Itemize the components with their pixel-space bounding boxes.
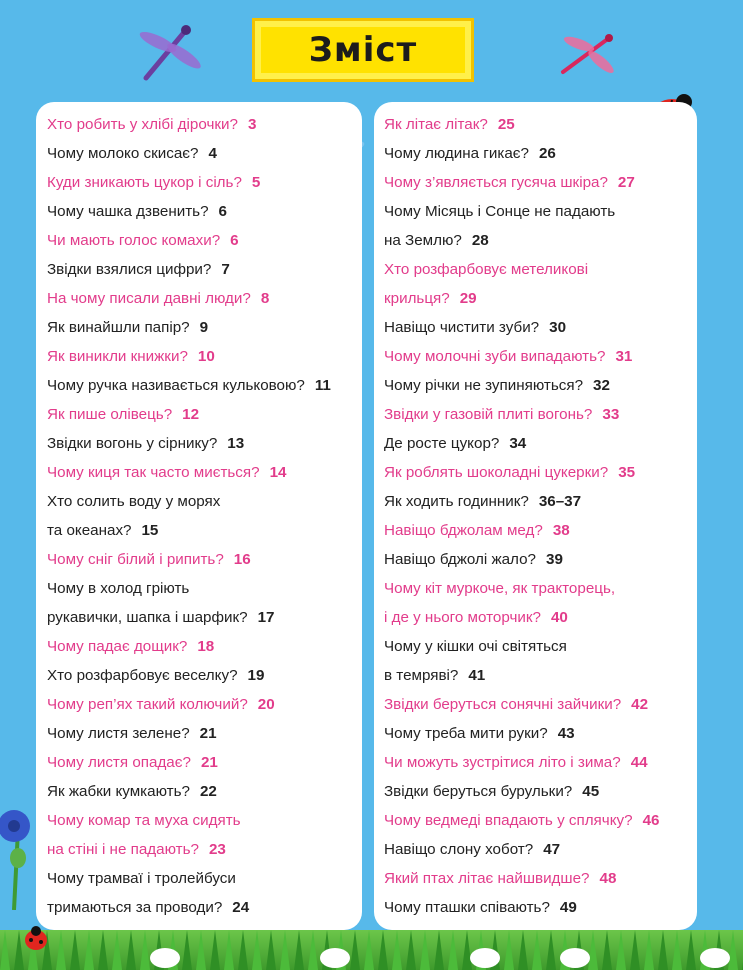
contents-entry	[47, 719, 331, 748]
grass-blade	[532, 930, 542, 970]
entry-page-number: 21	[200, 754, 218, 771]
grass-blade	[294, 930, 304, 970]
entry-title: Чому комар та муха сидять	[47, 812, 241, 829]
entry-page-number: 22	[199, 783, 217, 800]
grass-blade	[728, 930, 738, 970]
grass-blade	[686, 930, 696, 970]
entry-title: Чи можуть зустрітися літо і зима?	[384, 754, 621, 771]
entry-title: Звідки беруться бурульки?	[384, 783, 573, 800]
entry-page-number: 44	[630, 754, 648, 771]
entry-title: Навіщо чистити зуби?	[384, 319, 540, 336]
contents-entry	[47, 168, 331, 197]
entry-page-number: 23	[208, 841, 226, 858]
entry-page-number: 10	[197, 348, 215, 365]
daisy-flower	[150, 948, 180, 968]
cornflower-icon	[0, 800, 40, 910]
grass-blade	[126, 930, 136, 970]
entry-title: Чому листя опадає?	[47, 754, 191, 771]
entry-title: Навіщо бджолі жало?	[384, 551, 536, 568]
entry-page-number: 13	[227, 435, 245, 452]
entry-title: Звідки вогонь у сірнику?	[47, 435, 218, 452]
grass-blade	[448, 930, 458, 970]
left-contents-list	[47, 110, 331, 922]
grass-blade	[350, 930, 360, 970]
entry-title: Чому треба мити руки?	[384, 725, 548, 742]
contents-entry	[47, 777, 331, 806]
contents-entry	[47, 516, 331, 545]
entry-title: Чому трамваї і тролейбуси	[47, 870, 236, 887]
entry-page-number: 40	[550, 609, 568, 626]
contents-entry	[47, 690, 331, 719]
contents-entry	[384, 429, 659, 458]
entry-title: Хто солить воду у морях	[47, 493, 221, 510]
entry-title: Чому пташки співають?	[384, 899, 550, 916]
entry-title: Як виникли книжки?	[47, 348, 188, 365]
entry-page-number: 16	[233, 551, 251, 568]
grass-blade	[196, 930, 206, 970]
right-contents-list	[384, 110, 659, 922]
entry-page-number: 25	[497, 116, 515, 133]
title-banner	[252, 18, 474, 82]
contents-entry	[47, 139, 331, 168]
entry-title: Чому киця так часто миється?	[47, 464, 260, 481]
entry-page-number: 12	[182, 406, 200, 423]
entry-page-number: 26	[538, 145, 556, 162]
contents-entry	[384, 661, 659, 690]
contents-entry	[384, 864, 659, 893]
contents-entry	[384, 197, 659, 226]
grass-blade	[616, 930, 626, 970]
entry-page-number: 17	[257, 609, 275, 626]
grass-blade	[434, 930, 444, 970]
contents-entry	[47, 487, 331, 516]
dragonfly-pink-icon	[555, 24, 625, 80]
entry-page-number: 32	[593, 377, 610, 394]
contents-entry	[384, 168, 659, 197]
grass-blade	[280, 930, 290, 970]
contents-entry	[47, 255, 331, 284]
contents-entry	[47, 806, 331, 835]
grass-blade	[266, 930, 276, 970]
grass-blade	[644, 930, 654, 970]
grass-blade	[70, 930, 80, 970]
ladybug-icon	[22, 926, 50, 952]
entry-title: Куди зникають цукор і сіль?	[47, 174, 242, 191]
entry-page-number: 36–37	[538, 493, 582, 510]
entry-title: Який птах літає найшвидше?	[384, 870, 590, 887]
entry-page-number: 6	[218, 203, 227, 220]
contents-entry	[47, 458, 331, 487]
contents-entry	[384, 574, 659, 603]
entry-page-number: 7	[221, 261, 230, 278]
contents-entry	[47, 226, 331, 255]
grass-blade	[658, 930, 668, 970]
entry-page-number: 5	[251, 174, 261, 191]
entry-title: Чи мають голос комахи?	[47, 232, 221, 249]
entry-page-number: 24	[232, 899, 250, 916]
entry-title: Навіщо слону хобот?	[384, 841, 534, 858]
daisy-flower	[560, 948, 590, 968]
entry-page-number: 46	[642, 812, 660, 829]
entry-title: Як літає літак?	[384, 116, 488, 133]
dragonfly-purple-icon	[128, 20, 208, 84]
grass-blade	[210, 930, 220, 970]
entry-title: Як роблять шоколадні цукерки?	[384, 464, 609, 481]
contents-entry	[384, 255, 659, 284]
entry-title: крильця?	[384, 290, 450, 307]
grass-blade	[238, 930, 248, 970]
entry-title: Чому ведмеді впадають у сплячку?	[384, 812, 633, 829]
grass-blade	[392, 930, 402, 970]
entry-page-number: 31	[615, 348, 633, 365]
contents-entry	[384, 110, 659, 139]
contents-entry	[47, 110, 331, 139]
entry-title: в темряві?	[384, 667, 459, 684]
grass-blade	[140, 930, 150, 970]
entry-page-number: 42	[631, 696, 649, 713]
entry-title: Навіщо бджолам мед?	[384, 522, 543, 539]
contents-entry	[384, 487, 659, 516]
entry-page-number: 38	[552, 522, 570, 539]
contents-entry	[384, 748, 659, 777]
daisy-flower	[320, 948, 350, 968]
grass-blade	[504, 930, 514, 970]
grass-blade	[378, 930, 388, 970]
grass-blade	[462, 930, 472, 970]
entry-page-number: 39	[546, 551, 563, 568]
grass-blade	[630, 930, 640, 970]
entry-title: Чому у кішки очі світяться	[384, 638, 567, 655]
contents-entry	[384, 458, 659, 487]
entry-title: Чому реп’ях такий колючий?	[47, 696, 248, 713]
entry-title: Чому сніг білий і рипить?	[47, 551, 224, 568]
entry-page-number: 4	[208, 145, 217, 162]
daisy-flower	[700, 948, 730, 968]
entry-page-number: 41	[468, 667, 486, 684]
entry-page-number: 48	[599, 870, 617, 887]
contents-entry	[47, 603, 331, 632]
contents-entry	[384, 806, 659, 835]
grass-blade	[308, 930, 318, 970]
entry-page-number: 3	[247, 116, 257, 133]
grass-blade	[224, 930, 234, 970]
entry-title: тримаються за проводи?	[47, 899, 223, 916]
contents-entry	[47, 429, 331, 458]
contents-entry	[384, 777, 659, 806]
entry-title: Чому в холод гріють	[47, 580, 190, 597]
page-title: Зміст	[308, 30, 418, 70]
entry-title: рукавички, шапка і шарфик?	[47, 609, 248, 626]
contents-entry	[384, 545, 659, 574]
entry-title: на стіні і не падають?	[47, 841, 199, 858]
entry-title: Чому чашка дзвенить?	[47, 203, 209, 220]
entry-page-number: 45	[582, 783, 600, 800]
contents-entry	[47, 632, 331, 661]
grass-blade	[112, 930, 122, 970]
grass-blade	[518, 930, 528, 970]
contents-entry	[47, 313, 331, 342]
contents-entry	[384, 226, 659, 255]
entry-page-number: 30	[549, 319, 567, 336]
contents-entry	[47, 400, 331, 429]
contents-entry	[384, 371, 659, 400]
contents-entry	[384, 313, 659, 342]
entry-title: Чому кіт муркоче, як тракторець,	[384, 580, 616, 597]
entry-page-number: 47	[543, 841, 561, 858]
contents-entry	[384, 516, 659, 545]
entry-title: Чому молоко скисає?	[47, 145, 199, 162]
grass-blade	[602, 930, 612, 970]
grass-blade	[98, 930, 108, 970]
entry-title: Хто робить у хлібі дірочки?	[47, 116, 238, 133]
entry-title: Чому падає дощик?	[47, 638, 188, 655]
grass-blade	[546, 930, 556, 970]
contents-entry	[384, 603, 659, 632]
entry-title: Чому річки не зупиняються?	[384, 377, 584, 394]
entry-title: Чому людина гикає?	[384, 145, 529, 162]
contents-entry	[384, 690, 659, 719]
contents-entry	[47, 835, 331, 864]
entry-page-number: 43	[557, 725, 575, 742]
entry-title: на Землю?	[384, 232, 462, 249]
contents-entry	[384, 893, 659, 922]
entry-title: Чому Місяць і Сонце не падають	[384, 203, 616, 220]
contents-entry	[47, 661, 331, 690]
entry-title: Звідки у газовій плиті вогонь?	[384, 406, 593, 423]
entry-page-number: 21	[199, 725, 217, 742]
contents-entry	[47, 284, 331, 313]
entry-page-number: 35	[618, 464, 636, 481]
contents-entry	[47, 893, 331, 922]
entry-page-number: 33	[602, 406, 620, 423]
grass-blade	[588, 930, 598, 970]
contents-entry	[384, 342, 659, 371]
entry-title: Звідки взялися цифри?	[47, 261, 212, 278]
entry-title: і де у нього моторчик?	[384, 609, 541, 626]
entry-title: та океанах?	[47, 522, 132, 539]
entry-page-number: 18	[197, 638, 215, 655]
entry-page-number: 9	[199, 319, 209, 336]
grass	[0, 930, 743, 970]
grass-blade	[0, 930, 10, 970]
entry-title: Як винайшли папір?	[47, 319, 190, 336]
entry-title: Як ходить годинник?	[384, 493, 529, 510]
contents-entry	[47, 342, 331, 371]
contents-entry	[47, 748, 331, 777]
contents-entry	[47, 197, 331, 226]
entry-title: Чому молочні зуби випадають?	[384, 348, 606, 365]
entry-page-number: 8	[260, 290, 270, 307]
contents-entry	[384, 139, 659, 168]
entry-page-number: 19	[247, 667, 265, 684]
daisy-flower	[470, 948, 500, 968]
contents-entry	[47, 545, 331, 574]
contents-entry	[384, 400, 659, 429]
grass-blade	[364, 930, 374, 970]
entry-page-number: 14	[269, 464, 287, 481]
grass-blade	[182, 930, 192, 970]
entry-title: Як пише олівець?	[47, 406, 173, 423]
entry-title: Чому з’являється гусяча шкіра?	[384, 174, 608, 191]
entry-title: Чому листя зелене?	[47, 725, 190, 742]
entry-title: Звідки беруться сонячні зайчики?	[384, 696, 622, 713]
entry-page-number: 15	[141, 522, 159, 539]
grass-blade	[56, 930, 66, 970]
grass-blade	[672, 930, 682, 970]
entry-title: На чому писали давні люди?	[47, 290, 251, 307]
entry-title: Як жабки кумкають?	[47, 783, 190, 800]
entry-title: Хто розфарбовує веселку?	[47, 667, 238, 684]
entry-page-number: 27	[617, 174, 635, 191]
grass-blade	[406, 930, 416, 970]
entry-title: Чому ручка називається кульковою?	[47, 377, 305, 394]
entry-page-number: 6	[230, 232, 239, 249]
entry-page-number: 49	[559, 899, 577, 916]
grass-blade	[420, 930, 430, 970]
entry-page-number: 28	[471, 232, 489, 249]
contents-entry	[384, 632, 659, 661]
entry-page-number: 29	[459, 290, 477, 307]
grass-blade	[84, 930, 94, 970]
grass-blade	[252, 930, 262, 970]
contents-entry	[384, 719, 659, 748]
contents-entry	[384, 835, 659, 864]
entry-title: Хто розфарбовує метеликові	[384, 261, 589, 278]
entry-page-number: 20	[257, 696, 275, 713]
entry-title: Де росте цукор?	[384, 435, 500, 452]
contents-entry	[47, 371, 331, 400]
contents-entry	[47, 574, 331, 603]
contents-entry	[47, 864, 331, 893]
contents-entry	[384, 284, 659, 313]
entry-page-number: 34	[509, 435, 527, 452]
entry-page-number: 11	[314, 377, 331, 394]
